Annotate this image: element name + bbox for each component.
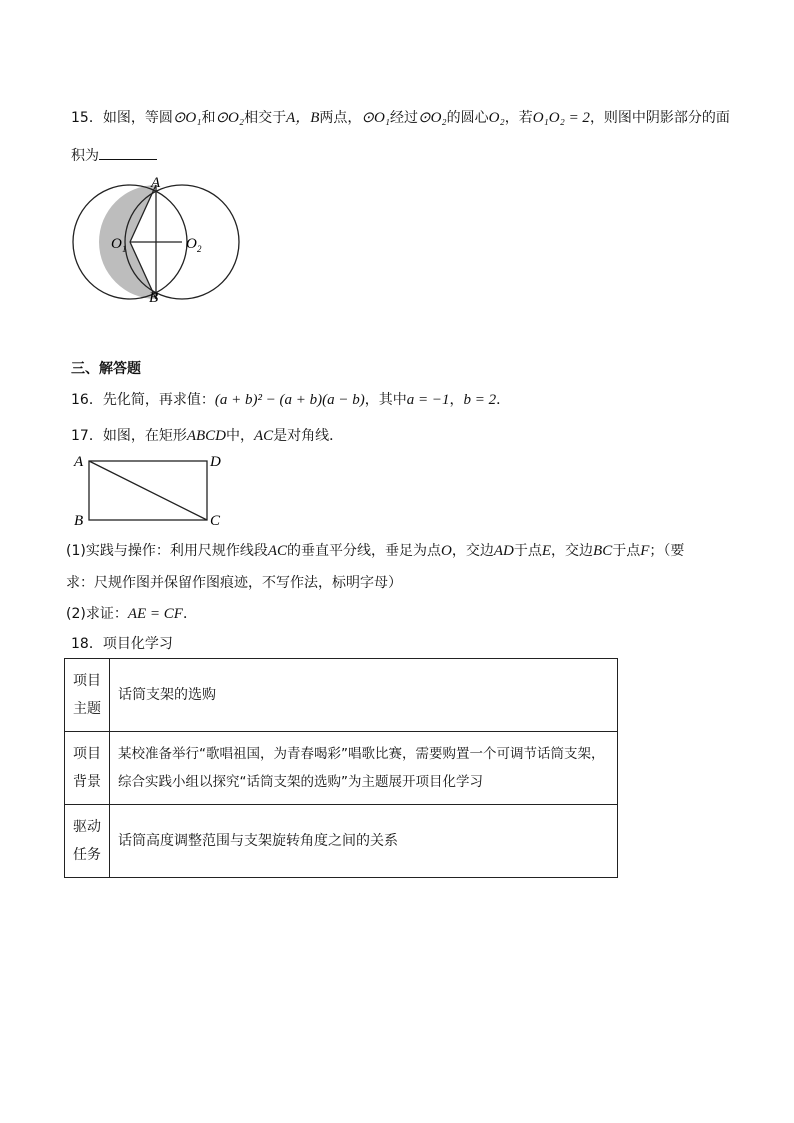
q17-var: AD — [493, 543, 514, 559]
content-line: 话筒高度调整范围与支架旋转角度之间的关系 — [118, 833, 398, 849]
q15-text: 和 — [201, 110, 216, 126]
q18-title — [71, 633, 173, 653]
q15-text: ，则图中阴影部分的面 — [589, 110, 730, 126]
label-a: A — [151, 175, 161, 191]
label-line: 背景 — [73, 774, 101, 790]
label-a: A — [74, 454, 84, 470]
q17-text: 中， — [226, 428, 254, 444]
q17-diag: AC — [254, 428, 274, 444]
figure-15 — [65, 175, 250, 305]
label-line: 主题 — [73, 701, 101, 717]
q17-var: O — [441, 543, 452, 559]
q16-expression: (a + b)² − (a + b)(a − b) — [214, 392, 365, 408]
q17-text: 于点 — [612, 543, 641, 559]
answer-blank — [99, 147, 157, 160]
label-o2-sub: 2 — [197, 244, 202, 254]
q17-expression: AE = CF — [127, 606, 183, 622]
label-line: 项目 — [73, 673, 101, 689]
q16-b-value: b = 2 — [463, 392, 497, 408]
q15-text: 经过 — [390, 110, 419, 126]
q17-text: ；（要 — [649, 543, 685, 559]
content-line: 综合实践小组以探究“话筒支架的选购”为主题展开项目化学习 — [118, 774, 483, 790]
label-b: B — [74, 513, 84, 529]
q17-var: E — [541, 543, 552, 559]
q16-text: 先化简，再求值： — [102, 392, 215, 408]
q17-rect: ABCD — [186, 428, 226, 444]
row-content — [110, 805, 618, 878]
label-o2: O — [186, 236, 197, 252]
q17-stem — [71, 425, 343, 445]
q17-var: AC — [267, 543, 288, 559]
q17-text: 如图，在矩形 — [102, 428, 187, 444]
label-b: B — [149, 290, 159, 305]
label-line: 项目 — [73, 746, 101, 762]
row-content — [110, 732, 618, 805]
q17-text: 的垂直平分线，垂足为点 — [287, 543, 442, 559]
q17-part2 — [66, 603, 197, 623]
label-c: C — [210, 513, 221, 529]
q18-number: 18． — [71, 636, 103, 652]
table-row — [65, 732, 618, 805]
q16 — [71, 389, 510, 409]
q17-text: 于点 — [513, 543, 542, 559]
section-title: 三、解答题 — [71, 361, 141, 377]
q17-text: (1)实践与操作：利用尺规作线段 — [66, 543, 268, 559]
figure-17 — [68, 450, 228, 530]
table-row — [65, 659, 618, 732]
q15-circle1b: ⊙O₁ — [361, 110, 391, 126]
label-d: D — [210, 454, 221, 470]
row-label — [65, 659, 110, 732]
q16-text: ， — [449, 392, 464, 408]
q17-part1-line1 — [66, 540, 684, 560]
project-table — [64, 658, 618, 878]
label-line: 任务 — [73, 847, 101, 863]
q17-var: BC — [593, 543, 613, 559]
q16-text: ． — [496, 392, 511, 408]
q18-text: 项目化学习 — [102, 636, 173, 652]
diagonal-ac — [89, 461, 207, 520]
q15-text: 如图，等圆 — [102, 110, 173, 126]
q15-points: A，B — [286, 110, 320, 126]
q15-text: 相交于 — [244, 110, 287, 126]
q17-number: 17． — [71, 428, 103, 444]
q17-text: (2)求证： — [66, 606, 128, 622]
content-line: 某校准备举行“歌唱祖国，为青春喝彩”唱歌比赛，需要购置一个可调节话筒支架， — [118, 746, 605, 762]
q15-text: ，若 — [504, 110, 533, 126]
q17-text: 是对角线． — [273, 428, 344, 444]
q15-circle2b: ⊙O₂ — [418, 110, 447, 126]
q15-center: O₂ — [488, 110, 505, 126]
q16-number: 16． — [71, 392, 103, 408]
row-label — [65, 732, 110, 805]
q17-text: ． — [182, 606, 197, 622]
q16-text: ，其中 — [364, 392, 407, 408]
q15-number: 15． — [71, 110, 103, 126]
q16-a-value: a = −1 — [406, 392, 450, 408]
table-row — [65, 805, 618, 878]
q15-text: 的圆心 — [446, 110, 489, 126]
label-line: 驱动 — [73, 819, 101, 835]
q15-line2 — [71, 145, 157, 165]
q15-circle1: ⊙O₁ — [172, 110, 202, 126]
q17-text: ，交边 — [551, 543, 594, 559]
q15-condition: O₁O₂ = 2 — [532, 110, 590, 126]
q15-text: 积为 — [71, 148, 99, 164]
q15-line1 — [71, 106, 730, 127]
label-o1: O — [111, 236, 122, 252]
label-o1-sub: 1 — [122, 244, 127, 254]
row-content — [110, 659, 618, 732]
content-line: 话筒支架的选购 — [118, 687, 216, 703]
q17-var: F — [640, 543, 650, 559]
q15-text: 两点， — [319, 110, 362, 126]
row-label — [65, 805, 110, 878]
q17-part1-line2: 求：尺规作图并保留作图痕迹，不写作法，标明字母） — [66, 575, 402, 591]
q15-circle2: ⊙O₂ — [215, 110, 245, 126]
q17-text: ，交边 — [451, 543, 494, 559]
